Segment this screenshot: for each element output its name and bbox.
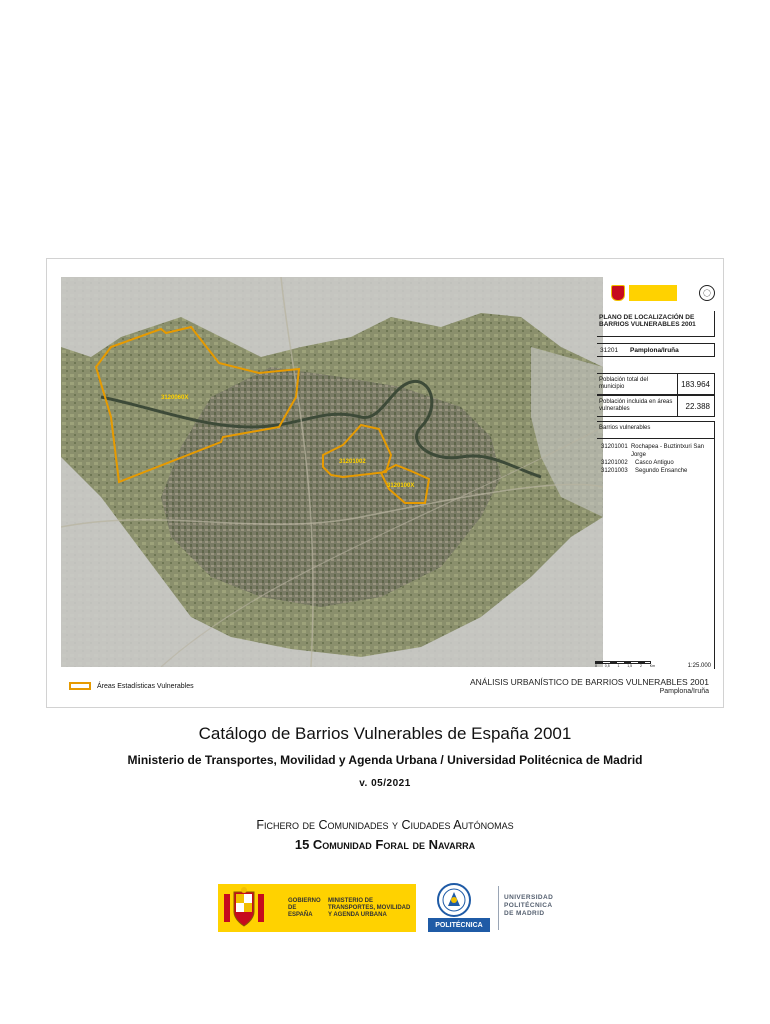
list-item [601,467,710,475]
population-vulnerable-label: Población incluida en áreas vulnerables [597,396,678,416]
scale-tick: 2 [639,664,642,668]
municipality-code: 31201 [600,346,619,354]
upm-divider [498,886,499,930]
barrios-heading: Barrios vulnerables [597,422,714,439]
aerial-map [61,277,603,667]
population-vulnerable-row [597,395,715,417]
gobierno-logo-mini [629,285,677,301]
population-vulnerable-value: 22.388 [685,401,710,411]
gobierno-text: GOBIERNO DE ESPAÑA [288,897,321,918]
cover-community: 15 Comunidad Foral de Navarra [294,837,476,852]
ministerio-text: MINISTERIO DE TRANSPORTES, MOVILIDAD Y AGENDA URBANA [328,897,411,918]
scale-ratio: 1:25.000 [687,663,711,669]
district-label-1: 3120060X [161,395,189,401]
barrios-list [597,439,714,479]
cover-fichero: Fichero de Comunidades y Ciudades Autónomas [256,818,514,832]
scale-ticks [595,664,655,668]
barrios-box [597,421,715,669]
upm-name [504,894,560,918]
spain-coat-of-arms-icon [222,886,266,930]
upm-logo [428,882,558,934]
scale-bar [595,659,715,669]
district-label-3: 3120100X [387,483,415,489]
population-total-value: 183.964 [681,379,710,389]
scale-tick: Km [649,664,655,668]
scale-tick: 1,5 [627,664,633,668]
barrio-name: Casco Antiguo [635,460,674,466]
figure-footer-subtitle: Pamplona/Iruña [659,688,709,695]
barrio-name: Rochapea - Buztintxuri San Jorge [630,444,704,458]
list-item [601,459,710,467]
scale-tick: 0 [595,664,597,668]
barrio-code: 31201003 [601,468,628,474]
upm-band: POLITÉCNICA [428,918,490,932]
map-info-panel [587,277,715,667]
scale-tick: 1 [617,664,620,668]
spain-shield-icon [611,285,625,301]
municipality-row [597,343,715,357]
municipality-name: Pamplona/Iruña [630,346,679,354]
gobierno-logo [218,884,416,932]
cover-title: Catálogo de Barrios Vulnerables de España 2001 [198,724,572,743]
scale-tick: 0,5 [604,664,610,668]
upm-name-text: UNIVERSIDAD POLITÉCNICA DE MADRID [504,894,554,917]
panel-logos [589,277,715,309]
map-figure [46,258,724,708]
map-legend [69,682,194,690]
aerial-map-svg [61,277,603,667]
list-item [601,443,710,459]
plan-title: PLANO DE LOCALIZACIÓN DE BARRIOS VULNERABLES 2001 [597,311,715,337]
barrio-code: 31201001 [601,444,628,450]
barrio-name: Segundo Ensanche [635,468,688,474]
district-label-2: 31201002 [339,459,366,465]
figure-footer-title: ANÁLISIS URBANÍSTICO DE BARRIOS VULNERABLES 2001 [469,677,709,687]
legend-swatch [69,682,91,690]
upm-seal-icon [699,285,715,301]
legend-label: Áreas Estadísticas Vulnerables [97,682,194,690]
population-total-label: Población total del municipio [597,374,678,394]
figure-footer [470,678,709,696]
cover-version: v. 05/2021 [359,778,411,789]
barrio-code: 31201002 [601,460,628,466]
population-total-row [597,373,715,395]
cover-ministry: Ministerio de Transportes, Movilidad y Agenda Urbana / Universidad Politécnica de Madrid [127,753,643,767]
upm-seal-icon [436,882,472,918]
